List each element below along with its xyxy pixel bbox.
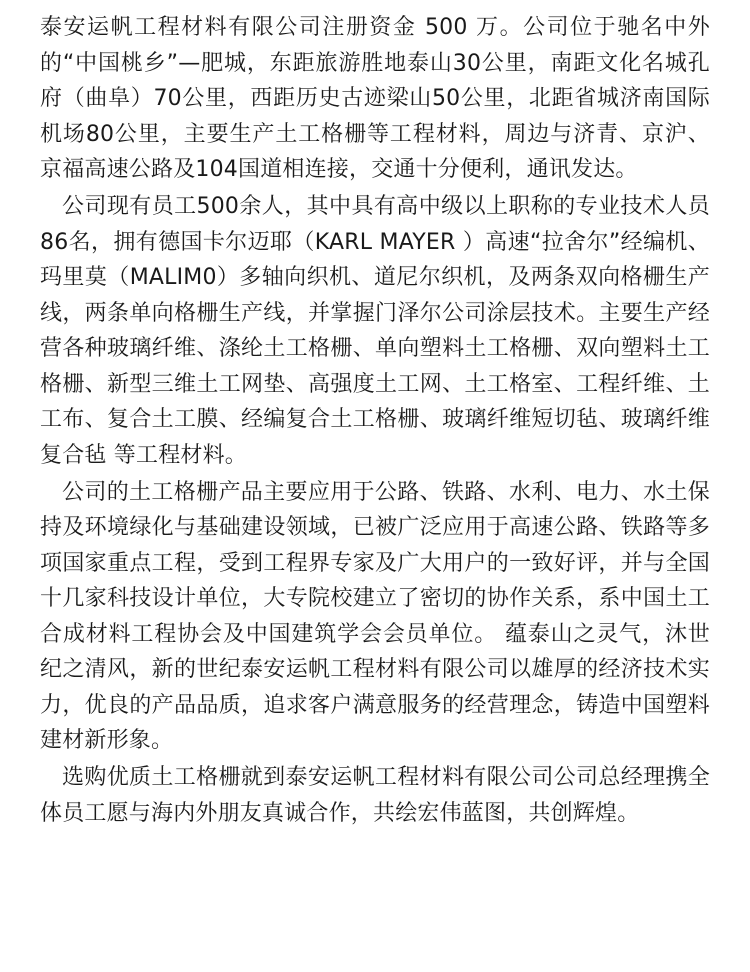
paragraph-company-overview: 泰安运帆工程材料有限公司注册资金 500 万。公司位于驰名中外的“中国桃乡”—肥城，东距旅游胜地泰山30公里，南距文化名城孔府（曲阜）70公里，西距历史古迹梁山50公里，北距省城济南国际机场80公里，主要生产土工格栅等工程材料，周边与济青、京沪、京福高速公路及104国道相连接，交通十分便利，通讯发达。 <box>40 15 710 182</box>
paragraph-closing-invitation: 选购优质土工格栅就到泰安运帆工程材料有限公司公司总经理携全体员工愿与海内外朋友真诚合作，共绘宏伟蓝图，共创辉煌。 <box>40 765 710 826</box>
paragraph-staff-and-equipment: 公司现有员工500余人，其中具有高中级以上职称的专业技术人员86名，拥有德国卡尔迈耶（KARL MAYER ）高速“拉舍尔”经编机、玛里莫（MALIM0）多轴向织机、道尼尔织机，及两条双向格栅生产线，两条单向格栅生产线，并掌握门泽尔公司涂层技术。主要生产经营各种玻璃纤维、涤纶土工格栅、单向塑料土工格栅、双向塑料土工格栅、新型三维土工网垫、高强度土工网、土工格室、工程纤维、土工布、复合土工膜、经编复合土工格栅、玻璃纤维短切毡、玻璃纤维复合毡 等工程材料。 <box>40 194 710 468</box>
paragraph-applications-and-reputation: 公司的土工格栅产品主要应用于公路、铁路、水利、电力、水土保持及环境绿化与基础建设领域，已被广泛应用于高速公路、铁路等多项国家重点工程，受到工程界专家及广大用户的一致好评，并与全国十几家科技设计单位，大专院校建立了密切的协作关系，系中国土工合成材料工程协会及中国建筑学会会员单位。 蕴泰山之灵气，沐世纪之清风，新的世纪泰安运帆工程材料有限公司以雄厚的经济技术实力，优良的产品品质，追求客户满意服务的经营理念，铸造中国塑料建材新形象。 <box>40 479 710 753</box>
